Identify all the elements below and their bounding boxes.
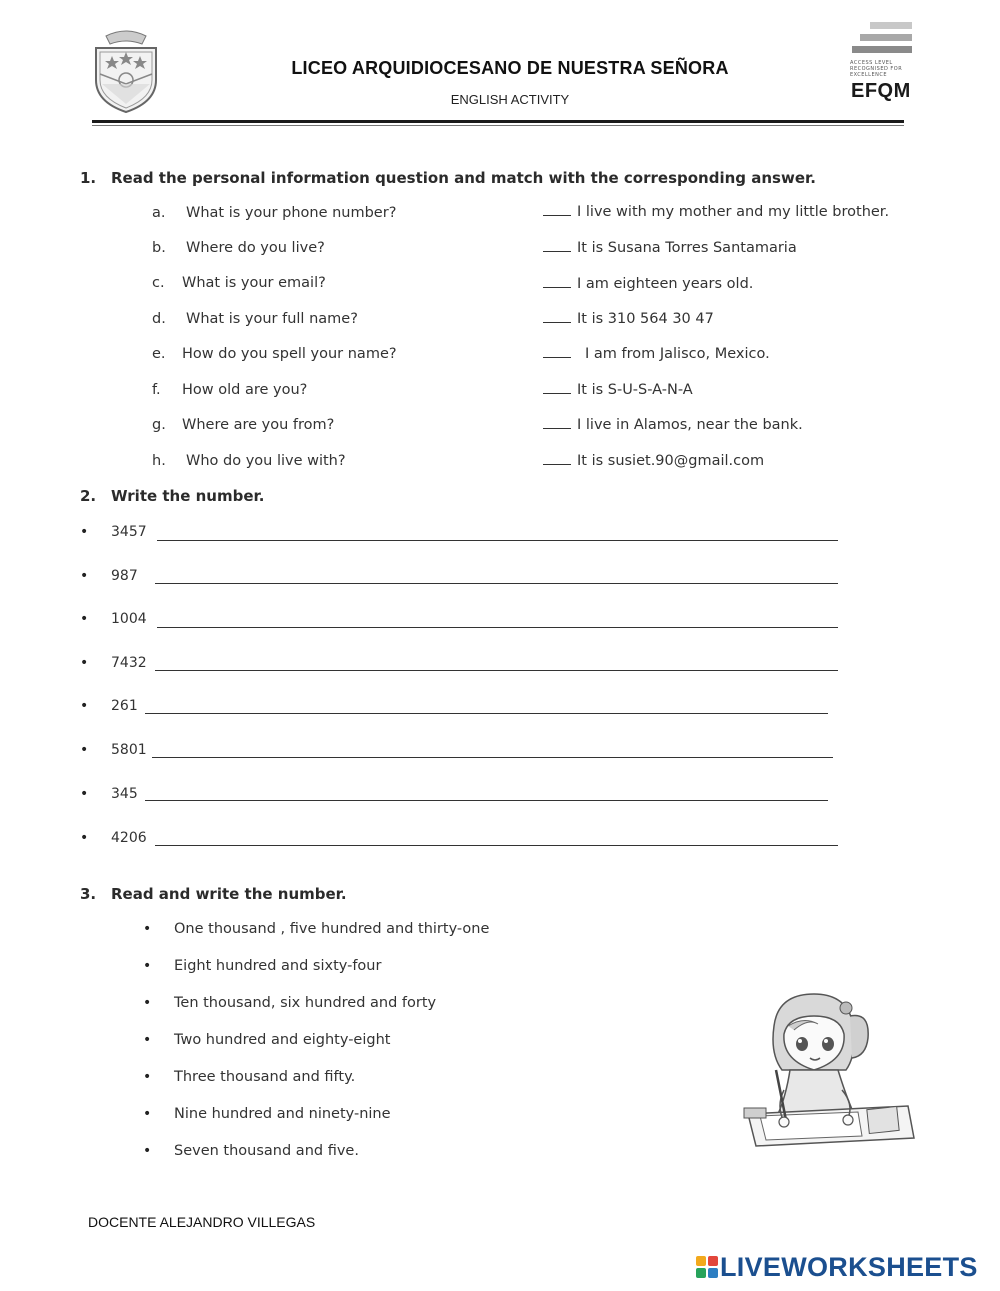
question-letter: c. xyxy=(152,275,165,291)
section-2-heading xyxy=(80,487,265,505)
word-number-item: Three thousand and fifty. xyxy=(174,1069,356,1085)
question-text: How do you spell your name? xyxy=(182,346,397,362)
answer-blank[interactable] xyxy=(543,452,571,465)
section-3-heading xyxy=(80,885,347,903)
question-letter: e. xyxy=(152,346,166,362)
word-number-item: Seven thousand and five. xyxy=(174,1143,359,1159)
answer-text: I am eighteen years old. xyxy=(577,276,754,292)
school-crest-logo xyxy=(92,28,160,114)
number-item: 1004 xyxy=(111,611,147,627)
number-item: 5801 xyxy=(111,742,147,758)
answer-row xyxy=(543,345,770,362)
answer-row xyxy=(543,203,889,220)
section-number: 1. xyxy=(80,169,97,187)
question-g xyxy=(152,417,334,433)
question-text: Where are you from? xyxy=(182,417,335,433)
question-f xyxy=(152,382,307,398)
answer-line[interactable] xyxy=(157,627,838,628)
answer-text: I am from Jalisco, Mexico. xyxy=(585,346,770,362)
question-text: What is your full name? xyxy=(186,311,358,327)
liveworksheets-icon xyxy=(696,1256,718,1278)
question-letter: h. xyxy=(152,453,166,469)
answer-row xyxy=(543,310,714,327)
activity-label: ENGLISH ACTIVITY xyxy=(450,92,570,107)
answer-line[interactable] xyxy=(155,583,838,584)
word-number-item: Ten thousand, six hundred and forty xyxy=(174,995,437,1011)
question-letter: d. xyxy=(152,311,166,327)
question-b xyxy=(152,240,325,256)
question-letter: g. xyxy=(152,417,166,433)
answer-row xyxy=(543,275,753,292)
answer-blank[interactable] xyxy=(543,275,571,288)
answer-line[interactable] xyxy=(155,845,838,846)
bullet-icon: • xyxy=(80,655,89,671)
answer-blank[interactable] xyxy=(543,416,571,429)
answer-blank[interactable] xyxy=(543,203,571,216)
bullet-icon: • xyxy=(143,1032,152,1048)
word-number-item: Eight hundred and sixty-four xyxy=(174,958,382,974)
answer-row xyxy=(543,416,803,433)
answer-blank[interactable] xyxy=(543,310,571,323)
question-letter: f. xyxy=(152,382,161,398)
answer-text: I live with my mother and my little brother. xyxy=(577,204,890,220)
number-item: 3457 xyxy=(111,524,147,540)
word-number-item: One thousand , five hundred and thirty-one xyxy=(174,921,490,937)
answer-text: It is Susana Torres Santamaria xyxy=(577,240,797,256)
answer-line[interactable] xyxy=(145,713,828,714)
section-1-heading xyxy=(80,169,816,187)
answer-text: It is 310 564 30 47 xyxy=(577,311,714,327)
bullet-icon: • xyxy=(80,698,89,714)
bullet-icon: • xyxy=(143,958,152,974)
efqm-caption: ACCESS LEVEL RECOGNISED FOR EXCELLENCE xyxy=(850,60,903,78)
section-title: Read the personal information question and match with the corresponding answer. xyxy=(111,169,816,187)
question-text: How old are you? xyxy=(182,382,308,398)
answer-blank[interactable] xyxy=(543,239,571,252)
bullet-icon: • xyxy=(80,786,89,802)
header-divider xyxy=(92,120,904,123)
liveworksheets-brand[interactable]: LIVEWORKSHEETS xyxy=(720,1252,978,1282)
answer-line[interactable] xyxy=(152,757,833,758)
girl-writing-illustration xyxy=(738,986,920,1166)
question-h xyxy=(152,453,346,469)
section-title: Read and write the number. xyxy=(111,885,347,903)
bullet-icon: • xyxy=(80,742,89,758)
header-divider-thin xyxy=(92,125,904,126)
section-number: 3. xyxy=(80,885,97,903)
question-text: Who do you live with? xyxy=(186,453,346,469)
bullet-icon: • xyxy=(143,921,152,937)
number-item: 4206 xyxy=(111,830,147,846)
bullet-icon: • xyxy=(143,1106,152,1122)
answer-blank[interactable] xyxy=(543,345,571,358)
bullet-icon: • xyxy=(80,568,89,584)
question-a xyxy=(152,205,396,221)
bullet-icon: • xyxy=(143,1143,152,1159)
number-item: 345 xyxy=(111,786,138,802)
efqm-wordmark: EFQM xyxy=(851,80,911,102)
bullet-icon: • xyxy=(80,611,89,627)
answer-text: It is S-U-S-A-N-A xyxy=(577,382,693,398)
question-d xyxy=(152,311,358,327)
question-text: What is your phone number? xyxy=(186,205,397,221)
answer-row xyxy=(543,452,764,469)
bullet-icon: • xyxy=(143,995,152,1011)
number-item: 7432 xyxy=(111,655,147,671)
answer-blank[interactable] xyxy=(543,381,571,394)
answer-text: It is susiet.90@gmail.com xyxy=(577,453,765,469)
answer-text: I live in Alamos, near the bank. xyxy=(577,417,803,433)
answer-line[interactable] xyxy=(145,800,828,801)
teacher-name: DOCENTE ALEJANDRO VILLEGAS xyxy=(88,1214,316,1230)
number-item: 987 xyxy=(111,568,138,584)
word-number-item: Two hundred and eighty-eight xyxy=(174,1032,391,1048)
question-letter: b. xyxy=(152,240,166,256)
bullet-icon: • xyxy=(80,524,89,540)
bullet-icon: • xyxy=(80,830,89,846)
question-letter: a. xyxy=(152,205,166,221)
answer-line[interactable] xyxy=(157,540,838,541)
section-title: Write the number. xyxy=(111,487,265,505)
question-text: What is your email? xyxy=(182,275,326,291)
number-item: 261 xyxy=(111,698,138,714)
word-number-item: Nine hundred and ninety-nine xyxy=(174,1106,391,1122)
question-e xyxy=(152,346,397,362)
bullet-icon: • xyxy=(143,1069,152,1085)
question-text: Where do you live? xyxy=(186,240,325,256)
question-c xyxy=(152,275,326,291)
answer-row xyxy=(543,239,797,256)
answer-line[interactable] xyxy=(155,670,838,671)
section-number: 2. xyxy=(80,487,97,505)
school-name: LICEO ARQUIDIOCESANO DE NUESTRA SEÑORA xyxy=(291,58,729,78)
answer-row xyxy=(543,381,693,398)
